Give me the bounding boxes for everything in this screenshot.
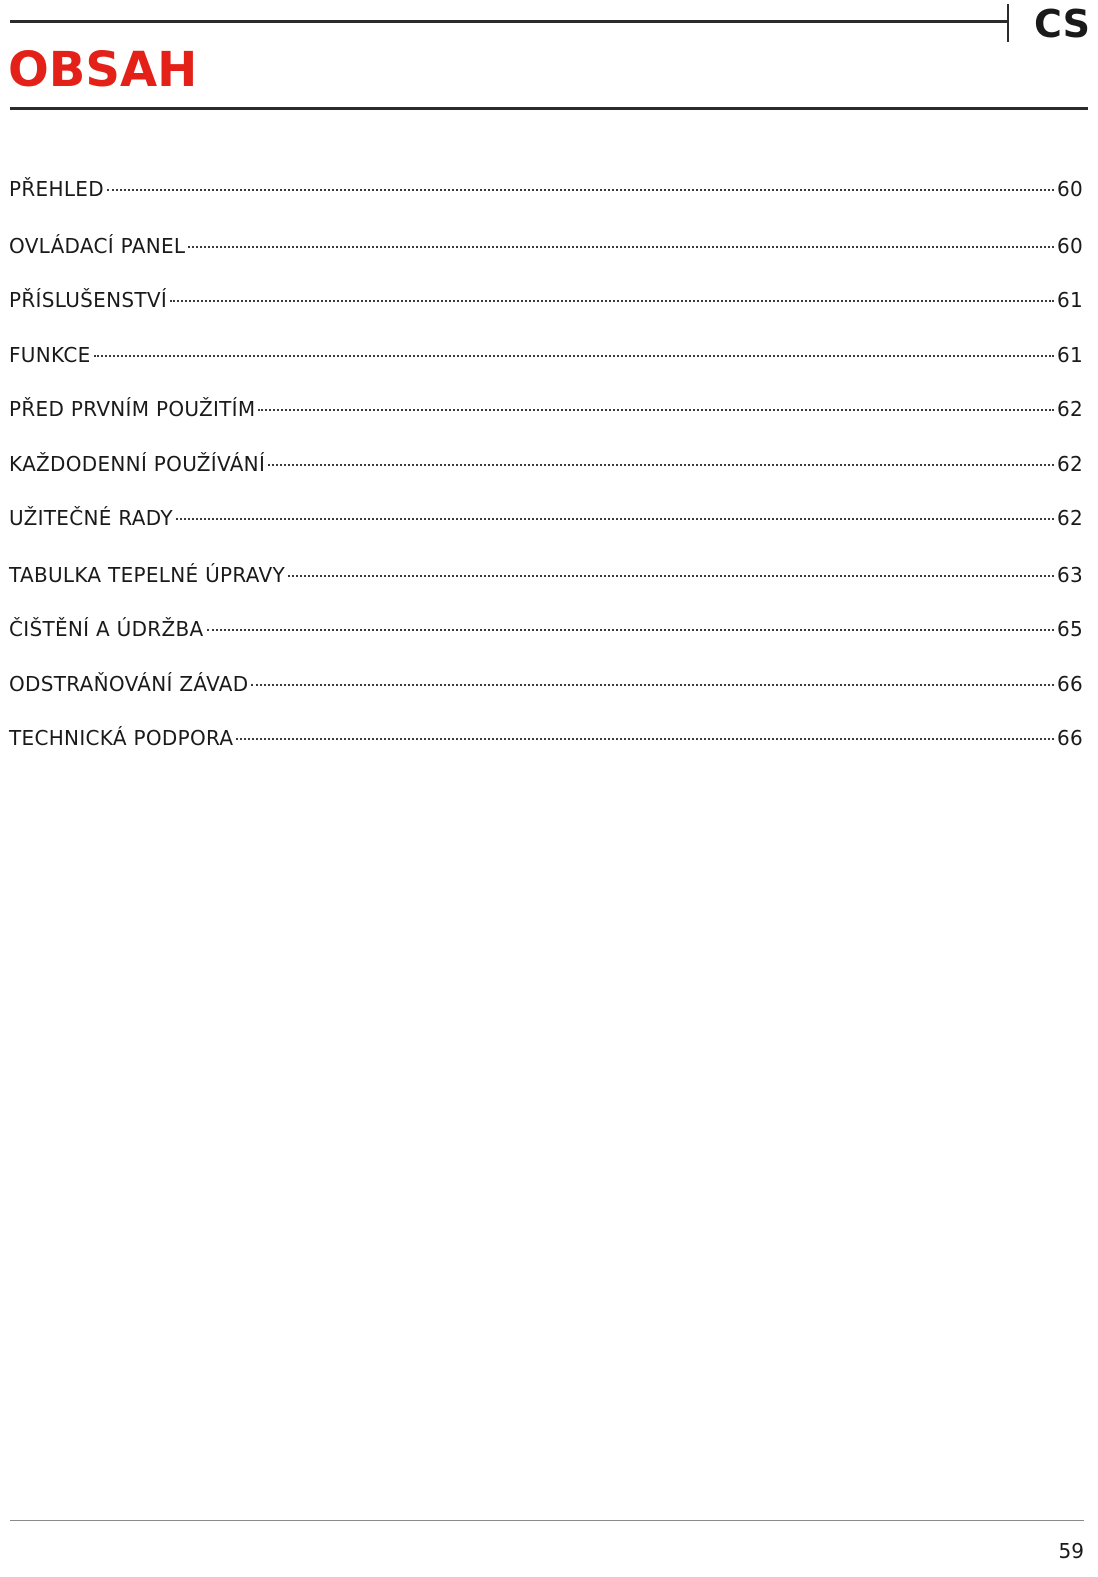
- toc-entry-page: 65: [1056, 617, 1083, 641]
- toc-dot-leader: [258, 409, 1054, 411]
- toc-entry-page: 61: [1056, 343, 1083, 367]
- toc-entry-kazdodenni-pouzivani[interactable]: [9, 449, 1083, 479]
- title-underline-rule: [10, 107, 1088, 110]
- toc-entry-label: PŘED PRVNÍM POUŽITÍM: [9, 397, 256, 421]
- toc-entry-page: 60: [1056, 177, 1083, 201]
- toc-entry-prehled[interactable]: [9, 174, 1083, 204]
- toc-entry-label: ČIŠTĚNÍ A ÚDRŽBA: [9, 617, 204, 641]
- toc-dot-leader: [288, 575, 1054, 577]
- toc-entry-ovladaci-panel[interactable]: [9, 231, 1083, 261]
- toc-dot-leader: [251, 684, 1053, 686]
- page-title: OBSAH: [8, 42, 198, 98]
- header-divider-tick: [1007, 4, 1009, 42]
- toc-dot-leader: [268, 464, 1054, 466]
- toc-entry-funkce[interactable]: [9, 340, 1083, 370]
- language-code: CS: [1034, 2, 1090, 46]
- toc-entry-page: 61: [1056, 288, 1083, 312]
- toc-entry-pred-prvnim-pouzitim[interactable]: [9, 394, 1083, 424]
- toc-entry-cisteni-a-udrzba[interactable]: [9, 614, 1083, 644]
- toc-dot-leader: [94, 355, 1054, 357]
- toc-entry-label: ODSTRAŇOVÁNÍ ZÁVAD: [9, 672, 249, 696]
- toc-dot-leader: [107, 189, 1054, 191]
- header-top-rule: [10, 20, 1008, 23]
- toc-entry-tabulka-tepelne-upravy[interactable]: [9, 560, 1083, 590]
- toc-entry-technicka-podpora[interactable]: [9, 723, 1083, 753]
- toc-dot-leader: [188, 246, 1054, 248]
- toc-entry-label: TECHNICKÁ PODPORA: [9, 726, 234, 750]
- toc-entry-page: 63: [1056, 563, 1083, 587]
- toc-dot-leader: [170, 300, 1054, 302]
- toc-entry-label: PŘÍSLUŠENSTVÍ: [9, 288, 168, 312]
- toc-entry-label: KAŽDODENNÍ POUŽÍVÁNÍ: [9, 452, 266, 476]
- toc-entry-page: 66: [1056, 726, 1083, 750]
- toc-entry-uzitecne-rady[interactable]: [9, 503, 1083, 533]
- toc-dot-leader: [176, 518, 1054, 520]
- toc-entry-odstranovani-zavad[interactable]: [9, 669, 1083, 699]
- footer-rule: [10, 1520, 1084, 1521]
- toc-entry-label: OVLÁDACÍ PANEL: [9, 234, 186, 258]
- toc-entry-page: 62: [1056, 452, 1083, 476]
- toc-entry-prislusenstvi[interactable]: [9, 285, 1083, 315]
- toc-entry-page: 62: [1056, 397, 1083, 421]
- toc-entry-label: PŘEHLED: [9, 177, 104, 201]
- page-number: 59: [1058, 1539, 1084, 1563]
- toc-dot-leader: [236, 738, 1054, 740]
- toc-dot-leader: [207, 629, 1054, 631]
- toc-entry-page: 62: [1056, 506, 1083, 530]
- toc-entry-label: UŽITEČNÉ RADY: [9, 506, 173, 530]
- toc-entry-label: TABULKA TEPELNÉ ÚPRAVY: [9, 563, 285, 587]
- toc-entry-page: 66: [1056, 672, 1083, 696]
- toc-entry-label: FUNKCE: [9, 343, 91, 367]
- toc-entry-page: 60: [1056, 234, 1083, 258]
